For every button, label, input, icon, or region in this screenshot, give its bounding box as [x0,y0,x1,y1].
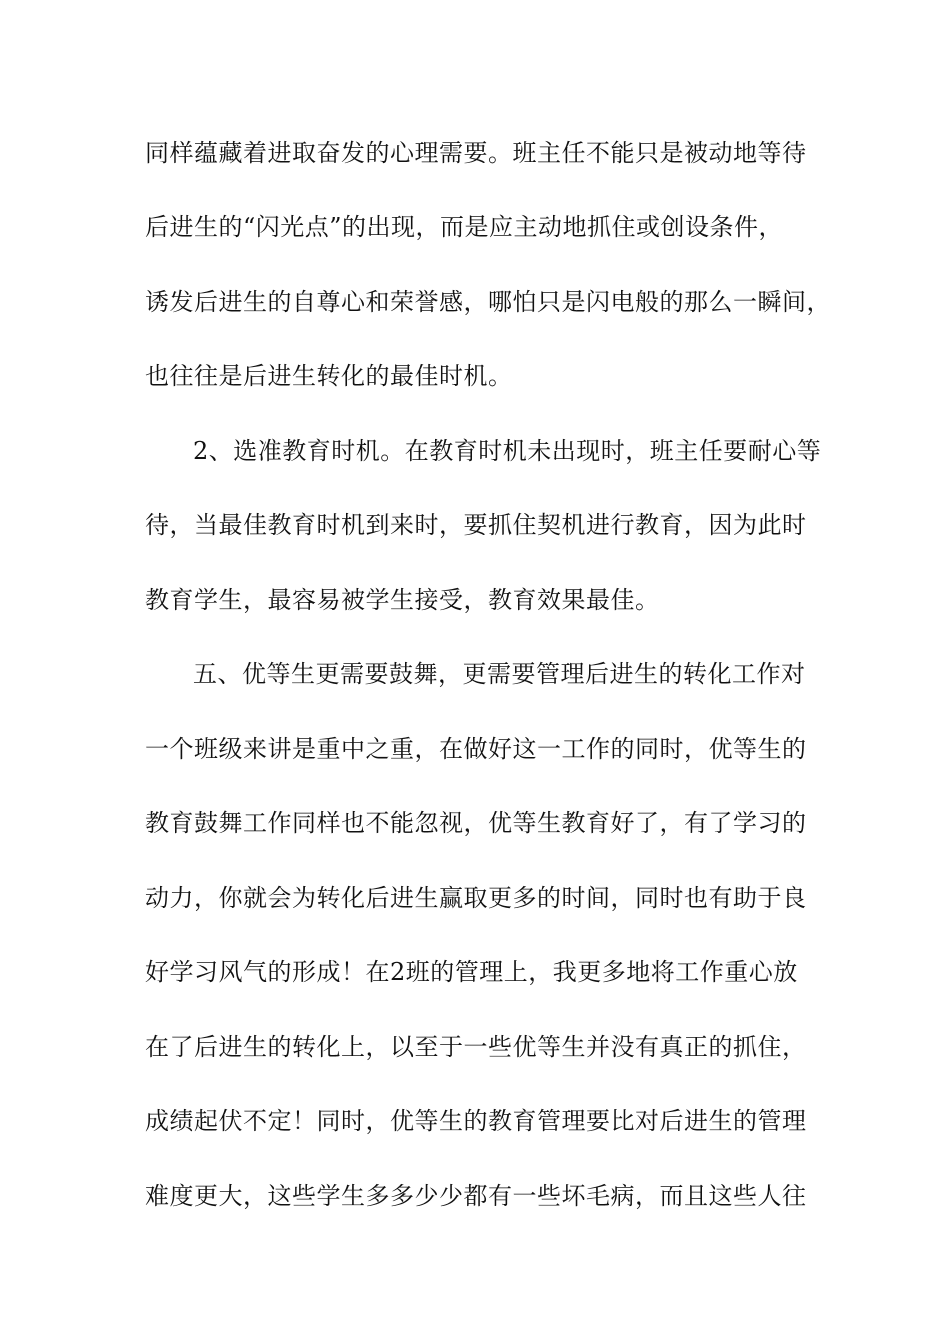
text-line-2: 后进生的“闪光点”的出现，而是应主动地抓住或创设条件， [145,213,784,241]
text-line-8: 五、优等生更需要鼓舞，更需要管理后进生的转化工作对 [193,660,806,688]
text-line-15: 难度更大，这些学生多多少少都有一些坏毛病，而且这些人往 [145,1182,807,1210]
text-line-1: 同样蕴藏着进取奋发的心理需要。班主任不能只是被动地等待 [145,139,807,167]
text-line-14: 成绩起伏不定！同时，优等生的教育管理要比对后进生的管理 [145,1107,807,1135]
text-line-12: 好学习风气的形成！在2班的管理上，我更多地将工作重心放 [145,958,798,986]
text-line-5: 2、选准教育时机。在教育时机未出现时，班主任要耐心等 [193,437,822,465]
text-line-3: 诱发后进生的自尊心和荣誉感，哪怕只是闪电般的那么一瞬间， [145,288,831,316]
text-line-4: 也往往是后进生转化的最佳时机。 [145,362,513,390]
text-line-7: 教育学生，最容易被学生接受，教育效果最佳。 [145,586,660,614]
text-line-13: 在了后进生的转化上，以至于一些优等生并没有真正的抓住， [145,1033,807,1061]
text-line-10: 教育鼓舞工作同样也不能忽视，优等生教育好了，有了学习的 [145,809,807,837]
text-line-11: 动力，你就会为转化后进生赢取更多的时间，同时也有助于良 [145,884,807,912]
text-line-6: 待，当最佳教育时机到来时，要抓住契机进行教育，因为此时 [145,511,807,539]
text-line-9: 一个班级来讲是重中之重，在做好这一工作的同时，优等生的 [145,735,807,763]
